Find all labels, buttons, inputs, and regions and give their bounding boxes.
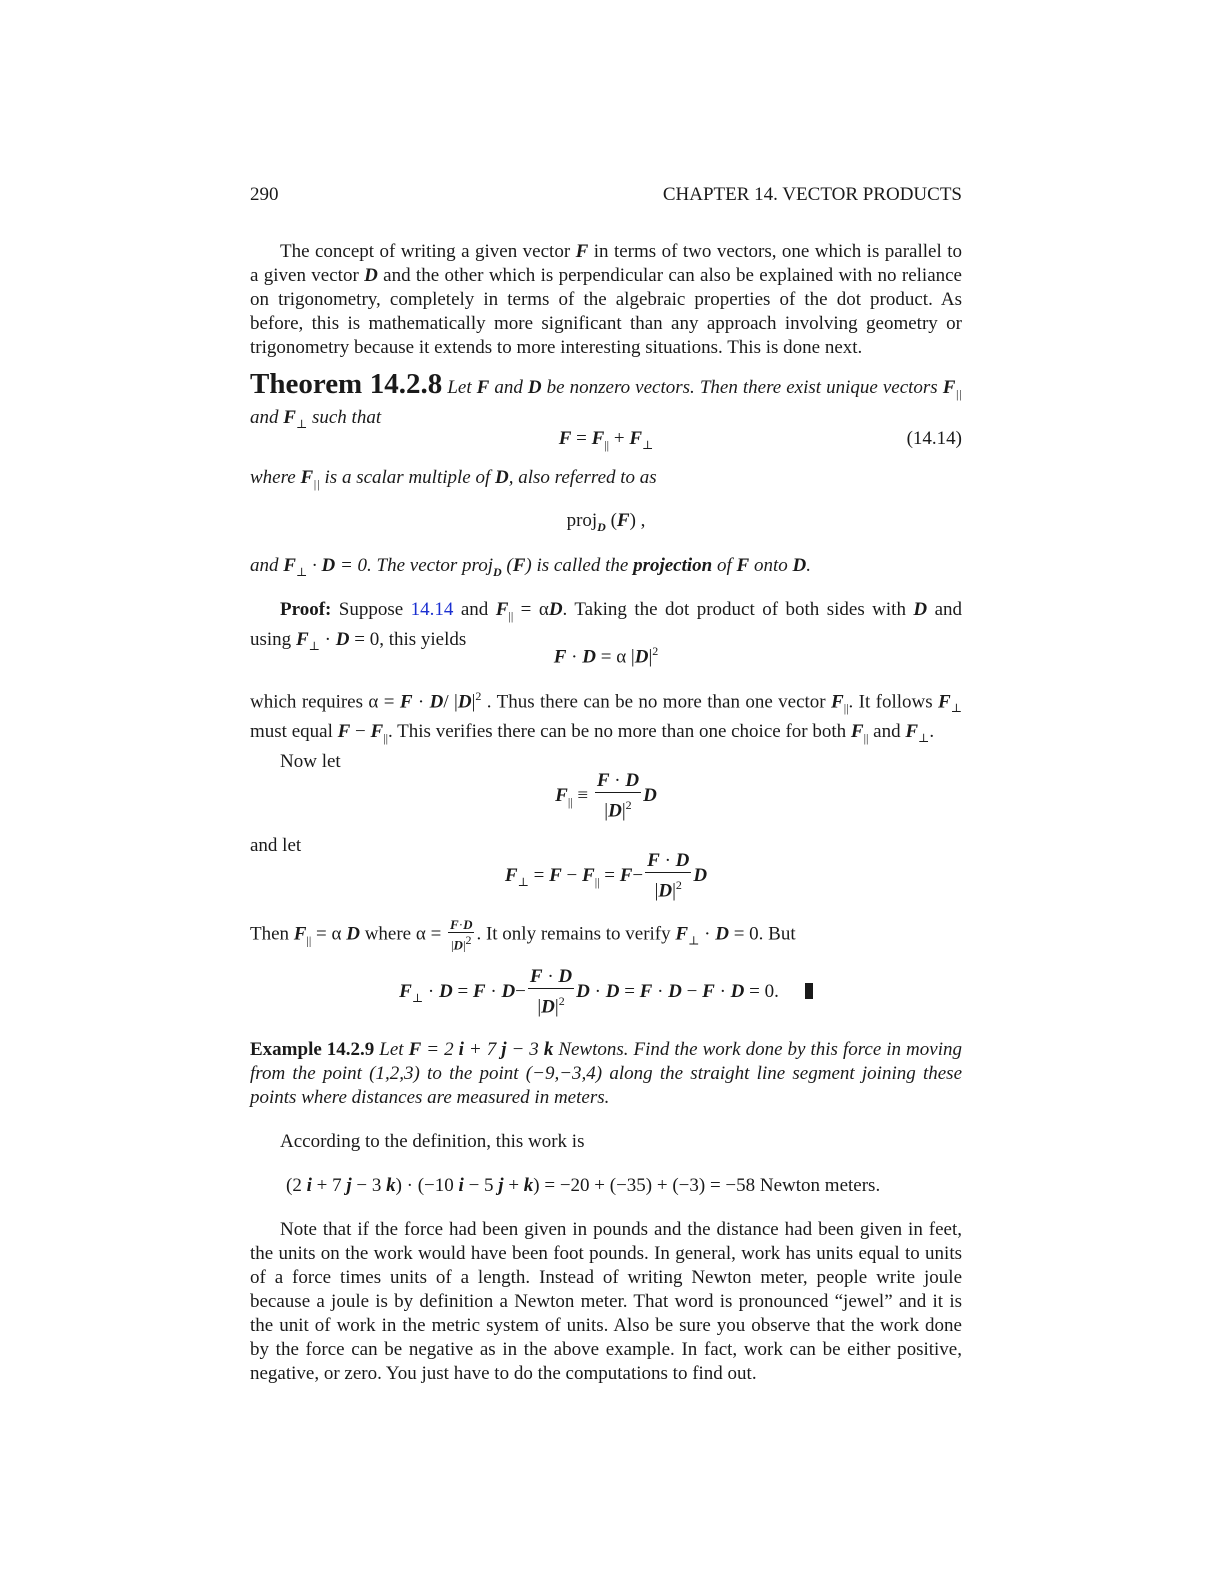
example-title: Example 14.2.9 — [250, 1039, 375, 1060]
equation-f-perp: $F_\perp = F - F_{||} = F-$ $\frac{F \cdot D}{|D|^2}$ D — [504, 850, 708, 902]
equation-number: (14.14) — [906, 428, 962, 449]
equation-dot-product: F · D = α $|D|^2$ — [553, 644, 659, 668]
projection-notation: proj$_D$ (F) , — [566, 510, 646, 534]
and-let-text: and let — [250, 835, 302, 856]
equation-reference-link[interactable]: 14.14 — [410, 599, 454, 620]
proof-paragraph-1: Proof: Suppose 14.14 and $F_{||} = \alpha D$. Taking the dot product of both sides with D and using $F_\perp \cdot D = 0$, this yields — [250, 599, 963, 653]
equation-verification: $F_\perp \cdot D = F \cdot D-$ $\frac{F \cdot D}{|D|^2}$ D · D = F · D − F · D = 0. — [250, 966, 962, 1019]
equation-f-parallel: $F_{||}$ ≡ $\frac{F \cdot D}{|D|^2}$ D — [555, 770, 657, 822]
theorem-statement-2: where $F_{||}$ is a scalar multiple of D, also referred to as — [250, 467, 657, 491]
proof-then-line: Then $F_{||} = \alpha$ D where α = $\frac{F\cdot D}{|D|^2}$ . It only remains to verify $F_\perp \cdot D = 0$. But — [250, 917, 796, 953]
intro-paragraph: The concept of writing a given vector F in terms of two vectors, one which is parallel to a given vector D and the other which is perpendicular can also be explained with no reliance on trigonometry, completely in terms of the algebraic properties of the dot product. As before, this is mathematically more significant than any approach involving geometry or trigonometry because it extends to more interesting situations. This is done next. — [250, 241, 962, 358]
qed-symbol — [805, 983, 813, 999]
proof-label: Proof: — [280, 599, 332, 620]
note-paragraph: Note that if the force had been given in pounds and the distance had been given in feet, the units on the work would have been foot pounds. In general, work has units equal to units of a force times units of a length. Instead of writing Newton meter, people write joule because a joule is by definition a Newton meter. That word is pronounced “jewel” and it is the unit of work in the metric system of units. Also be sure you observe that the work done by the force can be negative as in the above example. In fact, work can be either positive, negative, or zero. You just have to do the computations to find out. — [250, 1219, 962, 1384]
page-number: 290 — [250, 184, 279, 205]
now-let-text: Now let — [280, 750, 341, 772]
example-block: Example 14.2.9 Let F = 2 i + 7 j − 3 k Newtons. Find the work done by this force in moving from the point (1,2,3) to the point (−9,−3,4) along the straight line segment joining these points where distances are measured in meters. — [250, 1039, 962, 1108]
equation-14-14: $F = F_{||} + F_\perp$ (14.14) — [558, 428, 962, 452]
proof-paragraph-2: which requires α = F · D/ $|D|^2$ . Thus there can be no more than one vector $F_{||}$. It follows $F_\perp$ must equal $F - F_{||}$. This verifies there can be no more than one choice for both $F_{||}$ and $F_\perp$. Now let — [250, 689, 963, 772]
according-text: According to the definition, this work is — [280, 1131, 585, 1152]
theorem-statement-3: and $F_\perp \cdot D = 0$. The vector proj$_D$ (F) is called the projection of F onto D. — [250, 555, 811, 579]
theorem-block: Theorem 14.2.8 Let F and D be nonzero vectors. Then there exist unique vectors $F_{||}$ and $F_\perp$ such that — [250, 368, 963, 431]
theorem-title: Theorem 14.2.8 — [250, 368, 443, 400]
chapter-title: CHAPTER 14. VECTOR PRODUCTS — [662, 184, 962, 205]
work-computation: (2 i + 7 j − 3 k) · (−10 i − 5 j + k) = −20 + (−35) + (−3) = −58 Newton meters. — [286, 1175, 881, 1196]
